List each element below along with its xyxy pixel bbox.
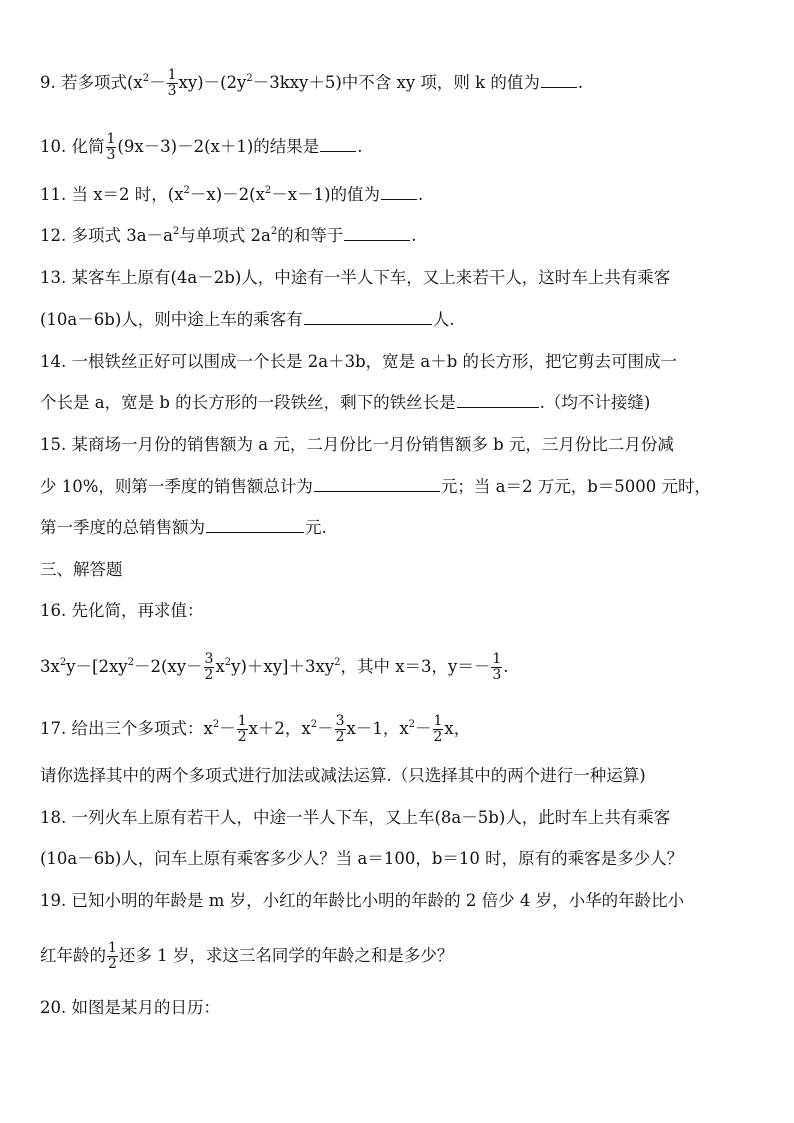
question-14-line-2: 个长是 a，宽是 b 的长方形的一段铁丝，剩下的铁丝长是 .（均不计接缝): [40, 393, 651, 412]
fraction: $\frac{1}{3}$: [167, 67, 177, 99]
fraction: $\frac{1}{2}$: [433, 713, 443, 745]
question-16-line-2: $3x^2y-[2xy^2-2(xy-$ $\frac{3}{2}$ $x^2y)+xy]+3xy^2$，其中 x＝3，y＝－ $\frac{1}{3}$ .: [40, 651, 509, 683]
question-12: 12. 多项式 $3a-a^2$与单项式 $2a^2$的和等于 .: [40, 226, 417, 245]
answer-blank[interactable]: [206, 518, 304, 533]
question-18-line-1: 18. 一列火车上原有若干人，中途一半人下车，又上车(8a－5b)人，此时车上共有乘客: [40, 808, 671, 827]
question-13-line-2: (10a－6b)人，则中途上车的乘客有 人.: [40, 310, 455, 329]
question-18-line-2: (10a－6b)人，问车上原有乘客多少人？当 a＝100，b＝10 时，原有的乘客是多少人？: [40, 849, 684, 868]
question-9: 9. 若多项式($x^2-$ $\frac{1}{3}$ $xy)-(2y^2-3kxy+5)$中不含 xy 项，则 k 的值为 .: [40, 67, 584, 99]
section-heading: 三、解答题: [40, 560, 123, 579]
question-20: 20. 如图是某月的日历：: [40, 998, 220, 1017]
fraction: $\frac{3}{2}$: [204, 651, 214, 683]
question-17-line-2: 请你选择其中的两个多项式进行加法或减法运算.（只选择其中的两个进行一种运算): [40, 766, 646, 785]
question-15-line-1: 15. 某商场一月份的销售额为 a 元，二月份比一月份销售额多 b 元，三月份比二月份减: [40, 435, 674, 454]
question-19-line-2: 红年龄的 $\frac{1}{2}$ 还多 1 岁，求这三名同学的年龄之和是多少？: [40, 940, 454, 972]
fraction: $\frac{1}{3}$: [492, 651, 502, 683]
question-15-line-2: 少 10%，则第一季度的销售额总计为 元；当 a＝2 万元，b＝5000 元时，: [40, 477, 712, 496]
question-17-line-1: 17. 给出三个多项式：$x^2-$ $\frac{1}{2}$ x＋2，$x^2-$ $\frac{3}{2}$ x－1，$x^2-$ $\frac{1}{2}$ x，: [40, 713, 471, 745]
question-15-line-3: 第一季度的总销售额为 元.: [40, 518, 327, 537]
answer-blank[interactable]: [381, 185, 417, 200]
answer-blank[interactable]: [457, 393, 539, 408]
question-13-line-1: 13. 某客车上原有(4a－2b)人，中途有一半人下车，又上来若干人，这时车上共有乘客: [40, 268, 671, 287]
answer-blank[interactable]: [320, 137, 356, 152]
fraction: $\frac{3}{2}$: [335, 713, 345, 745]
question-19-line-1: 19. 已知小明的年龄是 m 岁，小红的年龄比小明的年龄的 2 倍少 4 岁，小华的年龄比小: [40, 891, 685, 910]
answer-blank[interactable]: [344, 226, 410, 241]
answer-blank[interactable]: [541, 73, 577, 88]
fraction: $\frac{1}{2}$: [108, 940, 117, 972]
question-14-line-1: 14. 一根铁丝正好可以围成一个长是 2a＋3b，宽是 a＋b 的长方形，把它剪去可围成一: [40, 352, 678, 371]
answer-blank[interactable]: [314, 477, 440, 492]
question-16-line-1: 16. 先化简，再求值：: [40, 601, 204, 620]
fraction: $\frac{1}{2}$: [237, 713, 247, 745]
question-11: 11. 当 x＝2 时，$(x^2-x)-2(x^2-x-1)$的值为 .: [40, 185, 424, 204]
question-10: 10. 化简 $\frac{1}{3}$ (9x－3)－2(x＋1)的结果是 .: [40, 131, 363, 163]
fraction: $\frac{1}{3}$: [106, 131, 116, 163]
answer-blank[interactable]: [304, 310, 432, 325]
